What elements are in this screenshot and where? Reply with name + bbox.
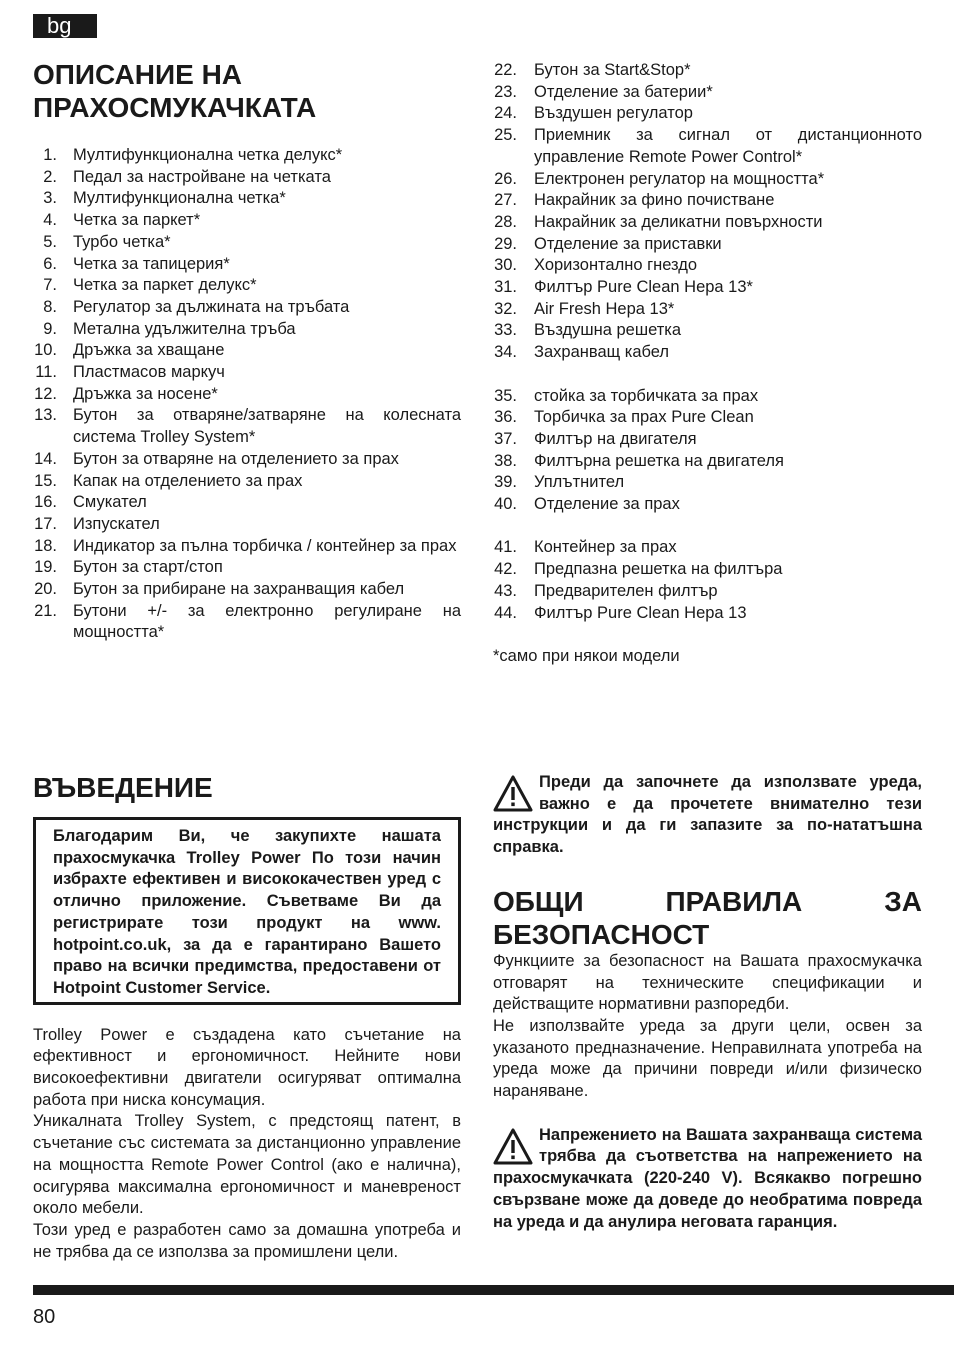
list-item	[33, 601, 461, 644]
parts-list-right-1	[493, 60, 922, 364]
warning-read-instructions	[493, 772, 922, 859]
list-item-text: Турбо четка*	[73, 232, 171, 251]
list-item-text: Бутони +/- за електронно регулиране на мощността*	[73, 601, 461, 642]
list-item	[33, 297, 461, 319]
list-item	[33, 405, 461, 448]
list-item-number: 12.	[34, 384, 57, 403]
list-item-number: 17.	[34, 514, 57, 533]
intro-paragraph-1: Trolley Power е създадена като съчетание на ефективност и ергономичност. Нейните нови високоефективни двигатели осигуряват оптимална работа при ниска консумация.	[33, 1025, 461, 1109]
list-item-text: Филтър Pure Clean Hepa 13	[534, 603, 747, 622]
warning-voltage	[493, 1125, 922, 1234]
list-item-number: 8.	[43, 297, 57, 316]
list-item-number: 11.	[35, 363, 57, 382]
list-item	[493, 255, 922, 277]
footnote: *само при някои модели	[493, 646, 680, 665]
warning-triangle-icon	[493, 774, 533, 814]
list-item-number: 9.	[43, 319, 57, 338]
list-item-text: Индикатор за пълна торбичка / контейнер за прах	[73, 536, 457, 555]
list-item-text: Метална удължителна тръба	[73, 319, 296, 338]
list-item	[493, 559, 922, 581]
list-item	[33, 145, 461, 167]
list-item-number: 15.	[34, 471, 57, 490]
list-item-number: 18.	[34, 536, 57, 555]
list-item	[33, 254, 461, 276]
list-item-number: 20.	[34, 580, 57, 599]
list-item-text: Торбичка за прах Pure Clean	[534, 408, 754, 427]
safety-paragraph-2: Не използвайте уреда за други цели, освен за указаното предназначение. Неправилната употреба на уреда може да причини повреди и/или физическо нараняване.	[493, 1016, 922, 1101]
list-item-text: Електронен регулатор на мощността*	[534, 169, 825, 188]
list-item-number: 24.	[494, 104, 517, 123]
list-item-number: 19.	[34, 558, 57, 577]
safety-title-word-3: ЗА	[884, 885, 922, 917]
list-item	[33, 275, 461, 297]
list-item	[493, 320, 922, 342]
list-item-number: 5.	[43, 232, 57, 251]
list-item	[493, 407, 922, 429]
list-item-text: Накрайник за деликатни повърхности	[534, 212, 823, 231]
list-item-text: Хоризонтално гнездо	[534, 256, 698, 275]
list-item	[493, 103, 922, 125]
list-item-text: Предпазна решетка на филтъра	[534, 560, 783, 579]
list-item-number: 6.	[43, 254, 57, 273]
list-item	[33, 188, 461, 210]
list-item	[493, 342, 922, 364]
list-item-number: 7.	[43, 276, 57, 295]
list-item-number: 25.	[494, 126, 517, 145]
list-item-text: Отделение за батерии*	[534, 82, 713, 101]
list-item	[493, 125, 922, 168]
list-item-text: Отделение за прах	[534, 495, 680, 514]
list-item-number: 40.	[494, 495, 517, 514]
list-item-number: 44.	[494, 603, 517, 622]
list-item-number: 35.	[494, 386, 517, 405]
list-item-text: Приемник за сигнал от дистанционното управление Remote Power Control*	[534, 126, 922, 166]
list-item	[33, 167, 461, 189]
list-item-number: 30.	[494, 256, 517, 275]
list-item-number: 29.	[494, 234, 517, 253]
list-item	[33, 471, 461, 493]
description-section	[33, 58, 461, 644]
list-item-text: Филтър Pure Clean Hepa 13*	[534, 278, 753, 297]
list-item	[33, 536, 461, 558]
safety-title	[493, 885, 922, 951]
list-item-text: Капак на отделението за прах	[73, 471, 303, 490]
list-item-text: Отделение за приставки	[534, 234, 722, 253]
list-item-text: Захранващ кабел	[534, 343, 670, 362]
list-item-text: Пластмасов маркуч	[73, 363, 225, 382]
footer-divider	[33, 1285, 954, 1295]
language-tag: bg	[33, 14, 97, 38]
safety-title-word-1: ОБЩИ	[493, 885, 584, 917]
page-number: 80	[33, 1306, 56, 1328]
safety-section	[493, 772, 922, 1233]
list-item-number: 26.	[494, 169, 517, 188]
list-item	[33, 449, 461, 471]
warning-read-instructions-text: Преди да започнете да използвате уреда, важно е да прочетете внимателно тези инструкции и да ги запазите за по-нататъшна справка.	[493, 773, 922, 857]
list-item-text: Филтър на двигателя	[534, 429, 697, 448]
list-item-text: Четка за паркет*	[73, 211, 201, 230]
list-item-text: Мултифункционална четка*	[73, 189, 286, 208]
list-item	[493, 429, 922, 451]
list-item-text: Дръжка за хващане	[73, 341, 225, 360]
description-title-line2: ПРАХОСМУКАЧКАТА	[33, 92, 317, 123]
list-item	[33, 362, 461, 384]
list-item	[493, 212, 922, 234]
safety-paragraph-1: Функциите за безопасност на Вашата прахосмукачка отговарят на техническите спецификации и действащите нормативни разпоредби.	[493, 951, 922, 1014]
list-item-number: 32.	[494, 299, 517, 318]
list-item-number: 16.	[34, 493, 57, 512]
intro-section	[33, 771, 461, 1263]
safety-title-line2: БЕЗОПАСНОСТ	[493, 918, 710, 950]
list-item-number: 34.	[494, 343, 517, 362]
list-item	[33, 579, 461, 601]
list-item-number: 1.	[43, 146, 57, 164]
list-item-text: Бутон за старт/стоп	[73, 558, 223, 577]
list-item	[33, 232, 461, 254]
list-item-text: Изпускател	[73, 514, 160, 533]
list-item-text: Бутон за отваряне на отделението за прах	[73, 449, 399, 468]
list-item-text: Четка за тапицерия*	[73, 254, 230, 273]
safety-title-word-2: ПРАВИЛА	[665, 885, 803, 917]
list-item	[493, 190, 922, 212]
list-item	[493, 603, 922, 625]
list-item-number: 37.	[494, 429, 517, 448]
list-item-number: 31.	[494, 278, 517, 297]
list-item-text: Дръжка за носене*	[73, 384, 218, 403]
list-item-number: 10.	[34, 341, 57, 360]
list-item-number: 36.	[494, 408, 517, 427]
parts-list-right-2	[493, 386, 922, 516]
list-item	[493, 386, 922, 408]
list-item-text: Контейнер за прах	[534, 538, 677, 557]
list-item-text: Регулатор за дължината на тръбата	[73, 297, 350, 316]
list-item-number: 27.	[494, 191, 517, 210]
list-item-number: 22.	[494, 61, 517, 79]
list-item	[33, 384, 461, 406]
list-item	[33, 514, 461, 536]
parts-list-right-3	[493, 537, 922, 624]
list-item-number: 43.	[494, 581, 517, 600]
list-item	[493, 299, 922, 321]
list-item-text: стойка за торбичката за прах	[534, 386, 759, 405]
list-item-text: Уплътнител	[534, 473, 625, 492]
list-item-text: Бутон за Start&Stop*	[534, 61, 691, 79]
list-item-number: 28.	[494, 212, 517, 231]
list-item-text: Бутон за отваряне/затваряне на колесната система Trolley System*	[73, 406, 461, 447]
list-item	[493, 581, 922, 603]
list-item	[493, 537, 922, 559]
list-item-text: Въздушна решетка	[534, 321, 682, 340]
list-item-text: Бутон за прибиране на захранващия кабел	[73, 580, 405, 599]
intro-paragraph-3: Този уред е разработен само за домашна употреба и не трябва да се използва за промишлени цели.	[33, 1220, 461, 1261]
list-item	[33, 557, 461, 579]
list-item-number: 39.	[494, 473, 517, 492]
list-item-number: 21.	[34, 601, 57, 620]
list-item-number: 41.	[494, 538, 517, 557]
list-item-text: Предварителен филтър	[534, 581, 718, 600]
list-item-number: 2.	[43, 167, 57, 186]
intro-paragraph-2: Уникалната Trolley System, с предстоящ патент, в съчетание със системата за дистанционно управление на мощността Remote Power Control (ако е налична), осигурява максимална ергономичност и маневреност около мебели.	[33, 1112, 461, 1218]
warning-voltage-text: Напрежението на Вашата захранваща система трябва да съответства на напрежението на прахосмукачката (220-240 V). Всякакво погрешно свързване може да доведе до необратима повреда на уреда и да анулира неговата гаранция.	[493, 1125, 922, 1231]
parts-list-left	[33, 145, 461, 644]
intro-title: ВЪВЕДЕНИЕ	[33, 772, 213, 803]
list-item	[493, 169, 922, 191]
list-item-text: Мултифункционална четка делукс*	[73, 146, 343, 164]
list-item-text: Air Fresh Hepa 13*	[534, 299, 675, 318]
list-item-number: 23.	[494, 82, 517, 101]
list-item-number: 4.	[43, 211, 57, 230]
list-item	[493, 451, 922, 473]
list-item	[33, 319, 461, 341]
list-item	[493, 472, 922, 494]
list-item-number: 38.	[494, 451, 517, 470]
list-item	[493, 277, 922, 299]
description-title	[33, 58, 461, 124]
list-item	[493, 494, 922, 516]
list-item-text: Въздушен регулатор	[534, 104, 693, 123]
list-item-text: Четка за паркет делукс*	[73, 276, 257, 295]
intro-boxed-text: Благодарим Ви, че закупихте нашата прахосмукачка Trolley Power По този начин избрахте ефективен и висококачествен уред с отлично приложение. Съветваме Ви да регистрирате този продукт на www. hotpoint.co.uk, за да е гарантирано Вашето право на всички предимства, предоставени от Hotpoint Customer Service.	[33, 817, 461, 1005]
list-item	[33, 340, 461, 362]
list-item-number: 42.	[494, 560, 517, 579]
warning-triangle-icon	[493, 1127, 533, 1167]
list-item-text: Филтърна решетка на двигателя	[534, 451, 784, 470]
list-item-text: Накрайник за фино почистване	[534, 191, 775, 210]
list-item-number: 13.	[34, 406, 57, 425]
list-item	[33, 492, 461, 514]
list-item	[493, 82, 922, 104]
description-continued	[493, 60, 922, 668]
list-item	[493, 234, 922, 256]
list-item-number: 33.	[494, 321, 517, 340]
list-item-number: 14.	[34, 449, 57, 468]
list-item	[493, 60, 922, 82]
description-title-line1: ОПИСАНИЕ НА	[33, 59, 243, 90]
list-item-text: Смукател	[73, 493, 147, 512]
list-item-text: Педал за настройване на четката	[73, 167, 331, 186]
list-item-number: 3.	[43, 189, 57, 208]
list-item	[33, 210, 461, 232]
